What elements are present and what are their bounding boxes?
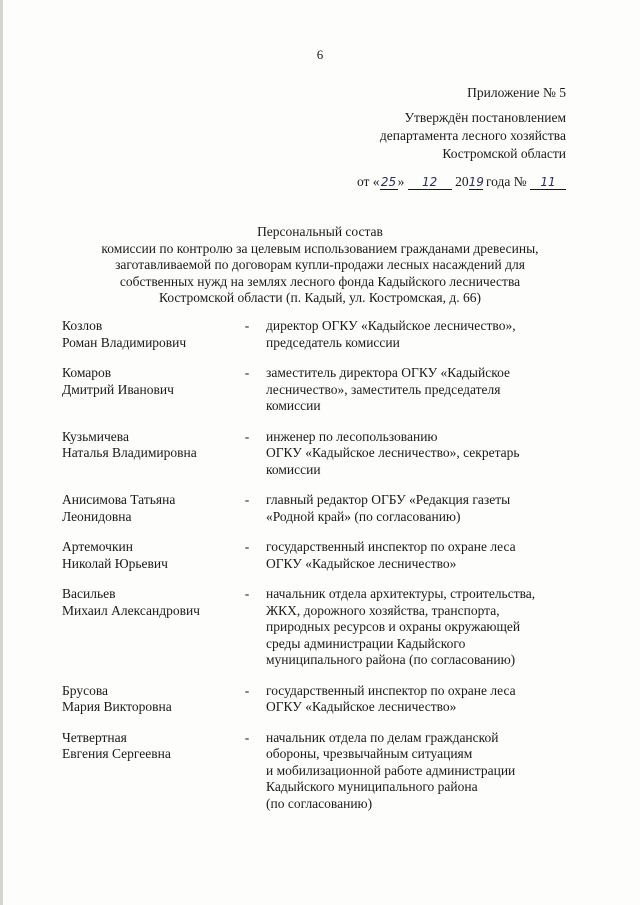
role-line: природных ресурсов и охраны окружающей — [266, 619, 521, 634]
role-line: ОГКУ «Кадыйское лесничество» — [266, 699, 457, 714]
surname: Четвертная — [62, 729, 127, 745]
member-name — [62, 429, 232, 479]
approval-line: Утверждён постановлением — [404, 110, 566, 125]
approval-line: департамента лесного хозяйства — [379, 128, 566, 143]
role-line: комиссии — [266, 461, 321, 477]
role-line: ОГКУ «Кадыйское лесничество» — [266, 555, 457, 571]
given-names: Роман Владимирович — [62, 334, 187, 350]
title-line: заготавливаемой по договорам купли-продажи лесных насаждений для — [115, 257, 525, 272]
member-role — [262, 730, 572, 813]
year-word: года № — [482, 174, 530, 189]
member-name — [62, 318, 232, 351]
role-line: директор ОГКУ «Кадыйское лесничество», — [266, 318, 516, 333]
member-role — [262, 539, 572, 572]
role-line: обороны, чрезвычайным ситуациям — [266, 746, 473, 761]
handwritten-year: 19 — [468, 175, 484, 189]
member-row — [62, 730, 572, 813]
member-row — [62, 586, 572, 669]
role-line: начальник отдела архитектуры, строительства, — [266, 586, 536, 601]
approval-block — [246, 84, 566, 191]
surname: Козлов — [62, 318, 103, 333]
member-row — [62, 683, 572, 716]
given-names: Дмитрий Иванович — [62, 381, 174, 397]
given-names: Михаил Александрович — [62, 602, 200, 618]
scan-edge — [0, 0, 3, 905]
annex-number: Приложение № 5 — [467, 85, 566, 100]
member-row — [62, 318, 572, 351]
given-names: Мария Викторовна — [62, 699, 172, 714]
role-line: главный редактор ОГБУ «Редакция газеты — [266, 492, 511, 507]
given-names: Наталья Владимировна — [62, 445, 197, 460]
member-name — [62, 539, 232, 572]
title-line: собственных нужд на землях лесного фонда Кадыйского лесничества — [119, 273, 521, 289]
role-line: ЖКХ, дорожного хозяйства, транспорта, — [266, 602, 500, 618]
year-prefix: 20 — [455, 174, 469, 189]
role-line: председатель комиссии — [266, 334, 400, 350]
member-row — [62, 539, 572, 572]
dash: - — [244, 539, 250, 554]
approval-line: Костромской области — [442, 146, 566, 161]
date-prefix: от « — [356, 174, 380, 189]
member-role — [262, 586, 572, 669]
surname: Анисимова Татьяна — [62, 492, 176, 507]
dash: - — [244, 586, 250, 601]
handwritten-month: 12 — [408, 175, 452, 190]
member-row — [62, 492, 572, 525]
dash: - — [244, 365, 250, 380]
dash: - — [244, 729, 250, 745]
surname: Васильев — [62, 586, 116, 601]
role-line: (по согласованию) — [266, 795, 373, 811]
given-names: Николай Юрьевич — [62, 555, 168, 571]
member-name — [62, 586, 232, 669]
role-line: государственный инспектор по охране леса — [266, 682, 516, 698]
member-role — [262, 683, 572, 716]
role-line: инженер по лесопользованию — [266, 428, 438, 444]
surname: Комаров — [62, 365, 112, 380]
role-line: лесничество», заместитель председателя — [266, 381, 501, 397]
surname: Брусова — [62, 682, 109, 698]
handwritten-number: 11 — [530, 175, 566, 190]
dash: - — [244, 492, 250, 507]
handwritten-day: 25 — [380, 175, 397, 189]
document-title — [40, 224, 600, 307]
role-line: Кадыйского муниципального района — [266, 779, 478, 794]
title-line: комиссии по контролю за целевым использованием гражданами древесины, — [101, 240, 539, 256]
role-line: государственный инспектор по охране леса — [266, 539, 516, 554]
role-line: и мобилизационной работе администрации — [266, 762, 516, 778]
title-line: Персональный состав — [257, 224, 383, 239]
dash: - — [244, 682, 250, 698]
member-role — [262, 492, 572, 525]
role-line: начальник отдела по делам гражданской — [266, 729, 499, 745]
member-row — [62, 365, 572, 415]
dash: - — [244, 428, 250, 444]
role-line: муниципального района (по согласованию) — [266, 652, 516, 667]
given-names: Евгения Сергеевна — [62, 746, 171, 761]
members-list — [62, 318, 572, 826]
member-name — [62, 365, 232, 415]
date-close: » — [397, 174, 405, 189]
member-role — [262, 429, 572, 479]
role-line: комиссии — [266, 398, 321, 413]
member-name — [62, 492, 232, 525]
member-role — [262, 365, 572, 415]
surname: Артемочкин — [62, 539, 133, 554]
surname: Кузьмичева — [62, 428, 129, 444]
member-name — [62, 683, 232, 716]
member-name — [62, 730, 232, 813]
member-role — [262, 318, 572, 351]
role-line: «Родной край» (по согласованию) — [266, 508, 461, 524]
role-line: среды администрации Кадыйского — [266, 635, 466, 651]
role-line: заместитель директора ОГКУ «Кадыйское — [266, 365, 511, 380]
title-line: Костромской области (п. Кадый, ул. Костромская, д. 66) — [159, 290, 481, 305]
given-names: Леонидовна — [62, 508, 132, 524]
role-line: ОГКУ «Кадыйское лесничество», секретарь — [266, 445, 520, 460]
member-row — [62, 429, 572, 479]
approval-date-line — [246, 173, 566, 191]
page-number: 6 — [316, 47, 324, 62]
dash: - — [244, 318, 250, 333]
